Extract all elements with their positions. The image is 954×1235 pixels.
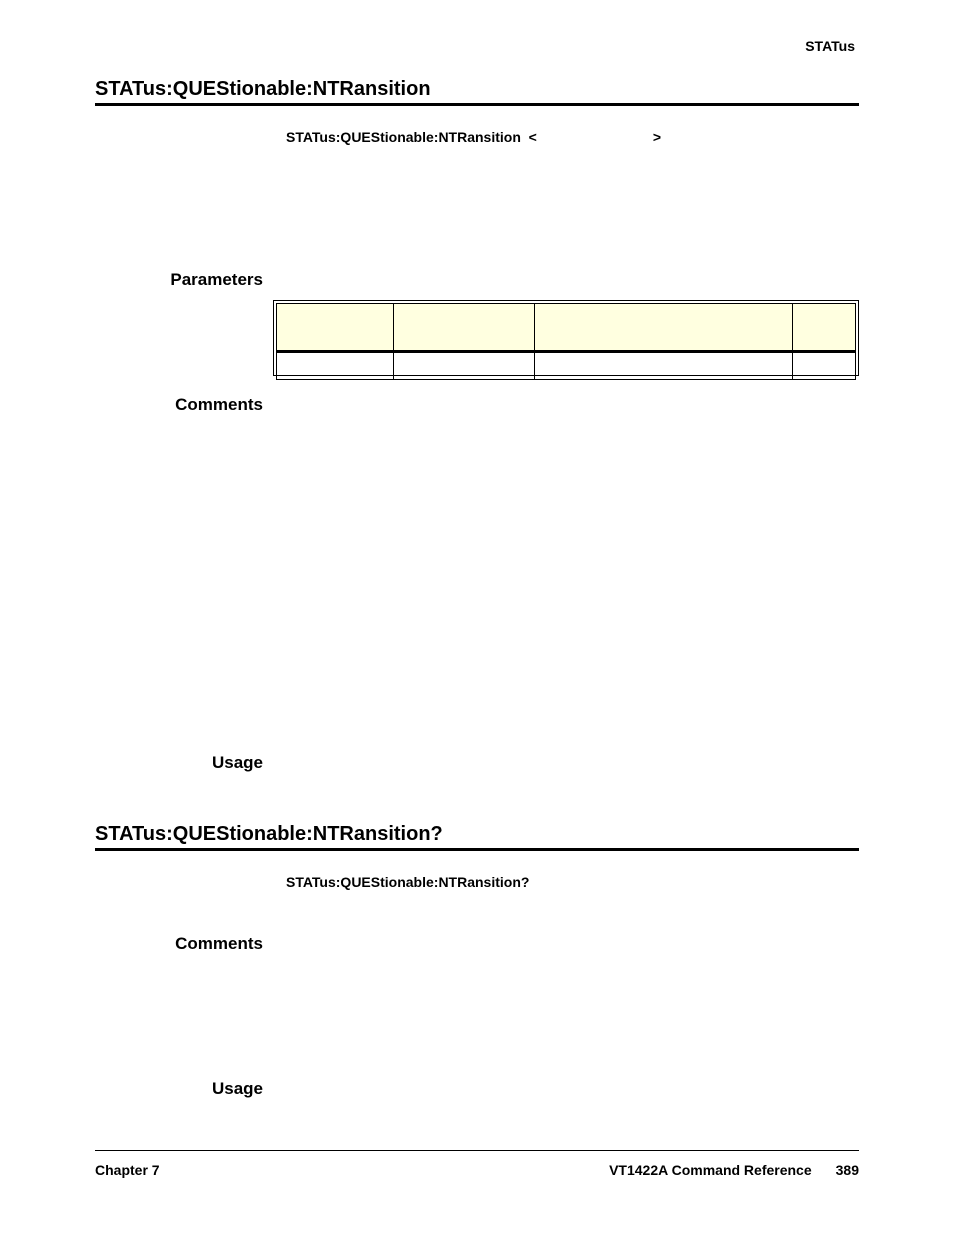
running-head: STATus (805, 38, 855, 54)
table-cell (535, 352, 793, 380)
parameters-table (273, 300, 859, 376)
table-row (277, 352, 856, 380)
table-cell (793, 352, 856, 380)
section-title: STATus:QUEStionable:NTRansition (95, 78, 859, 106)
page-number: 389 (835, 1162, 859, 1178)
command-syntax: STATus:QUEStionable:NTRansition? (286, 874, 530, 890)
footer-rule (95, 1150, 859, 1151)
footer-chapter: Chapter 7 (95, 1162, 160, 1178)
table-cell (277, 352, 394, 380)
footer-right (609, 1162, 859, 1178)
comments-heading: Comments (175, 934, 263, 953)
comments-heading: Comments (175, 395, 263, 414)
header-cell (793, 304, 856, 352)
section-title: STATus:QUEStionable:NTRansition? (95, 823, 859, 851)
footer-doc-title: VT1422A Command Reference (609, 1162, 812, 1178)
syntax-close-bracket: > (652, 129, 662, 145)
header-cell (394, 304, 535, 352)
command-syntax (286, 129, 661, 145)
parameters-heading: Parameters (170, 270, 263, 289)
header-cell (535, 304, 793, 352)
usage-heading: Usage (211, 753, 263, 772)
table-header-row (277, 304, 856, 352)
table-cell (394, 352, 535, 380)
usage-heading: Usage (211, 1079, 263, 1098)
syntax-open-bracket: < (528, 129, 537, 145)
header-cell (277, 304, 394, 352)
syntax-command: STATus:QUEStionable:NTRansition (286, 129, 521, 145)
